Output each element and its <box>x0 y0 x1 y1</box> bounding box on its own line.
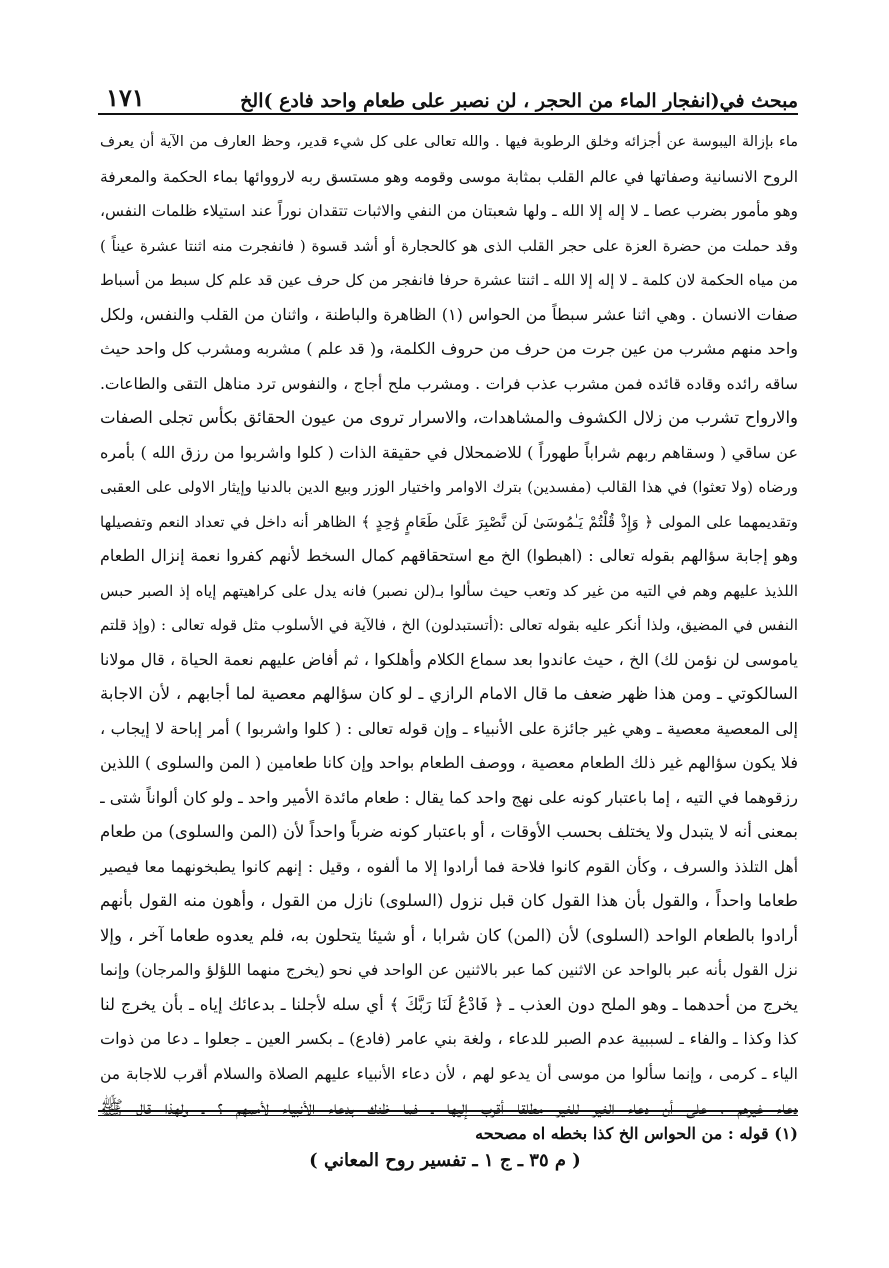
text-line: الروح الانسانية وصفاتها في عالم القلب بمثابة موسى وقومه وهو مستسق ربه لارووائها بماء الحكمة والمعرفة <box>100 167 798 186</box>
text-line: ورضاه (ولا تعثوا) في هذا القالب (مفسدين) بترك الاوامر واختيار الوزر وبيع الدين بالدنيا وإيثار الاولى على العقبى <box>100 478 798 496</box>
text-line: اللذيذ عليهم وهم في التيه من غير كد وتعب حيث سألوا بـ(لن نصبر) فانه يدل على كراهيتهم إياه إذ الصبر حبس <box>100 581 798 600</box>
text-line: إلى المعصية معصية ـ وهي غير جائزة على الأنبياء ـ وإن قوله تعالى : ( كلوا واشربوا ) أمر إباحة لا إيجاب ، <box>100 718 798 738</box>
header-rule <box>98 113 798 115</box>
text-line: من مياه الحكمة لان كلمة ـ لا إله إلا الله ـ اثنتا عشرة حرفا فانفجر من كل حرف عين قد علم كل سبط من أسباط <box>100 271 798 289</box>
running-header <box>98 78 798 112</box>
text-line: وهو إجابة سؤالهم بقوله تعالى : (اهبطوا) الخ مع استحقاقهم كمال السخط لأنهم كفروا نعمة إنزال الطعام <box>100 546 798 565</box>
text-line: طعاما واحداً ، والقول بأن هذا القول كان قبل نزول (السلوى) نازل من القول ، وأهون منه القول بأنهم <box>100 891 798 910</box>
footnote: (١) قوله : من الحواس الخ كذا بخطه اه مصححه <box>475 1124 798 1143</box>
text-line: صفات الانسان . وهي اثنا عشر سبطاً من الحواس (١) الظاهرة والباطنة ، واثنان من القلب والنفس، ولكل <box>100 304 798 324</box>
text-line: والارواح تشرب من زلال الكشوف والمشاهدات، والاسرار تروى من عيون الحقائق بكأس تجلى الصفات <box>100 408 798 427</box>
text-line: نزل القول بأنه عبر بالواحد عن الاثنين كما عبر بالاثنين عن الواحد في نحو (يخرج منهما اللؤلؤ والمرجان) وإنما <box>100 961 798 979</box>
text-line: السالكوتي ـ ومن هذا ظهر ضعف ما قال الامام الرازي ـ لو كان سؤالهم معصية لما أجابهم ، لأن الاجابة <box>100 684 798 703</box>
text-line: ساقه رائده وقاده قائده فمن مشرب عذب فرات . ومشرب ملح أجاج ، والنفوس ترد مناهل التقى والطاعات. <box>100 374 798 393</box>
text-line: أهل التلذذ والسرف ، وكأن القوم كانوا فلاحة فما أرادوا إلا ما ألفوه ، وقيل : إنهم كانوا يطبخونهما معا فيصير <box>100 857 798 876</box>
text-line: بمعنى أنه لا يتبدل ولا يختلف بحسب الأوقات ، أو باعتبار كونه ضرباً واحداً لأن (المن والسلوى) من طعام <box>100 822 798 841</box>
footnote-rule-thin <box>98 1115 798 1116</box>
volume-signature: ( م ٣٥ ـ ج ١ ـ تفسير روح المعاني ) <box>309 1150 581 1171</box>
text-line: أرادوا بالطعام الواحد (السلوى) لأن (المن) كان شرابا ، أو شيئا يتحلون به، فلم يعدوه طعاما آخر ، وإلا <box>100 925 798 945</box>
main-text-block <box>100 125 798 1126</box>
text-line: دعاء غيرهم ، على أن دعاء الغير للغير مطلقا أقرب إليها ـ فما ظنك بدعاء الأنبياء لأممهم ؟ ـ ولهذا قال ﷺ <box>100 1097 798 1119</box>
text-line: الياء ـ كرمى ، وإنما سألوا من موسى أن يدعو لهم ، لأن دعاء الأنبياء عليهم الصلاة والسلام أقرب للاجابة من <box>100 1064 798 1083</box>
text-line: ياموسى لن نؤمن لك) الخ ، حيث عاندوا بعد سماع الكلام وأهلكوا ، ثم أفاض عليهم نعمة الحياة ، قال مولانا <box>100 649 798 669</box>
text-line: واحد منهم مشرب من عين جرت من حرف من حروف الكلمة، و( قد علم ) مشربه ومشرب كل واحد حيث <box>100 339 798 358</box>
text-line: وهو مأمور بضرب عصا ـ لا إله إلا الله ـ ولها شعبتان من النفي والاثبات تتقدان نوراً عند استيلاء ظلمات النفس، <box>100 202 798 220</box>
text-line: يخرج من أحدهما ـ وهو الملح دون العذب ـ ﴿ فَادْعُ لَنَا رَبَّكَ ﴾ أي سله لأجلنا ـ بدعائك إياه ـ بأن يخرج لنا <box>100 994 798 1014</box>
header-title: مبحث في(انفجار الماء من الحجر ، لن نصبر على طعام واحد فادع )الخ <box>240 90 798 112</box>
text-line: رزقوهما في التيه ، إما باعتبار كونه على نهج واحد كما يقال : طعام مائدة الأمير واحد ـ ولو كان ألواناً شتى ـ <box>100 787 798 807</box>
text-line: فلا يكون سؤالهم غير ذلك الطعام معصية ، ووصف الطعام بواحد وإن كانا طعامين ( المن والسلوى ) اللذين <box>100 753 798 772</box>
text-line: ماء بإزالة اليبوسة عن أجزائه وخلق الرطوبة فيها . والله تعالى على كل شيء قدير، وحظ العارف من الآية أن يعرف <box>100 134 798 150</box>
text-line: كذا وكذا ـ والفاء ـ لسببية عدم الصبر للدعاء ، ولغة بني عامر (فادع) ـ بكسر العين ـ جعلوا ـ دعا من ذوات <box>100 1029 798 1048</box>
footnote-rule <box>98 1110 798 1112</box>
text-line: عن ساقي ( وسقاهم ربهم شراباً طهوراً ) للاضمحلال في حقيقة الذات ( كلوا واشربوا من رزق الله ) بأمره <box>100 442 798 462</box>
text-line: النفس في المضيق، ولذا أنكر عليه بقوله تعالى :(أتستبدلون) الخ ، فالآية في الأسلوب مثل قوله تعالى : (وإذ قلتم <box>100 616 798 634</box>
page-number: ١٧١ <box>106 83 145 112</box>
text-line: وقد حملت من حضرة العزة على حجر القلب الذى هو كالحجارة أو أشد قسوة ( فانفجرت منه اثنتا عشرة عيناً ) <box>100 236 798 255</box>
text-line: وتقديمهما على المولى ﴿ وَإِذْ قُلْتُمْ يَـٰمُوسَىٰ لَن نَّصْبِرَ عَلَىٰ طَعَامٍ وَٰحِدٍ ﴾ الظاهر أنه داخل في تعداد النعم وتفصيلها <box>100 512 798 531</box>
